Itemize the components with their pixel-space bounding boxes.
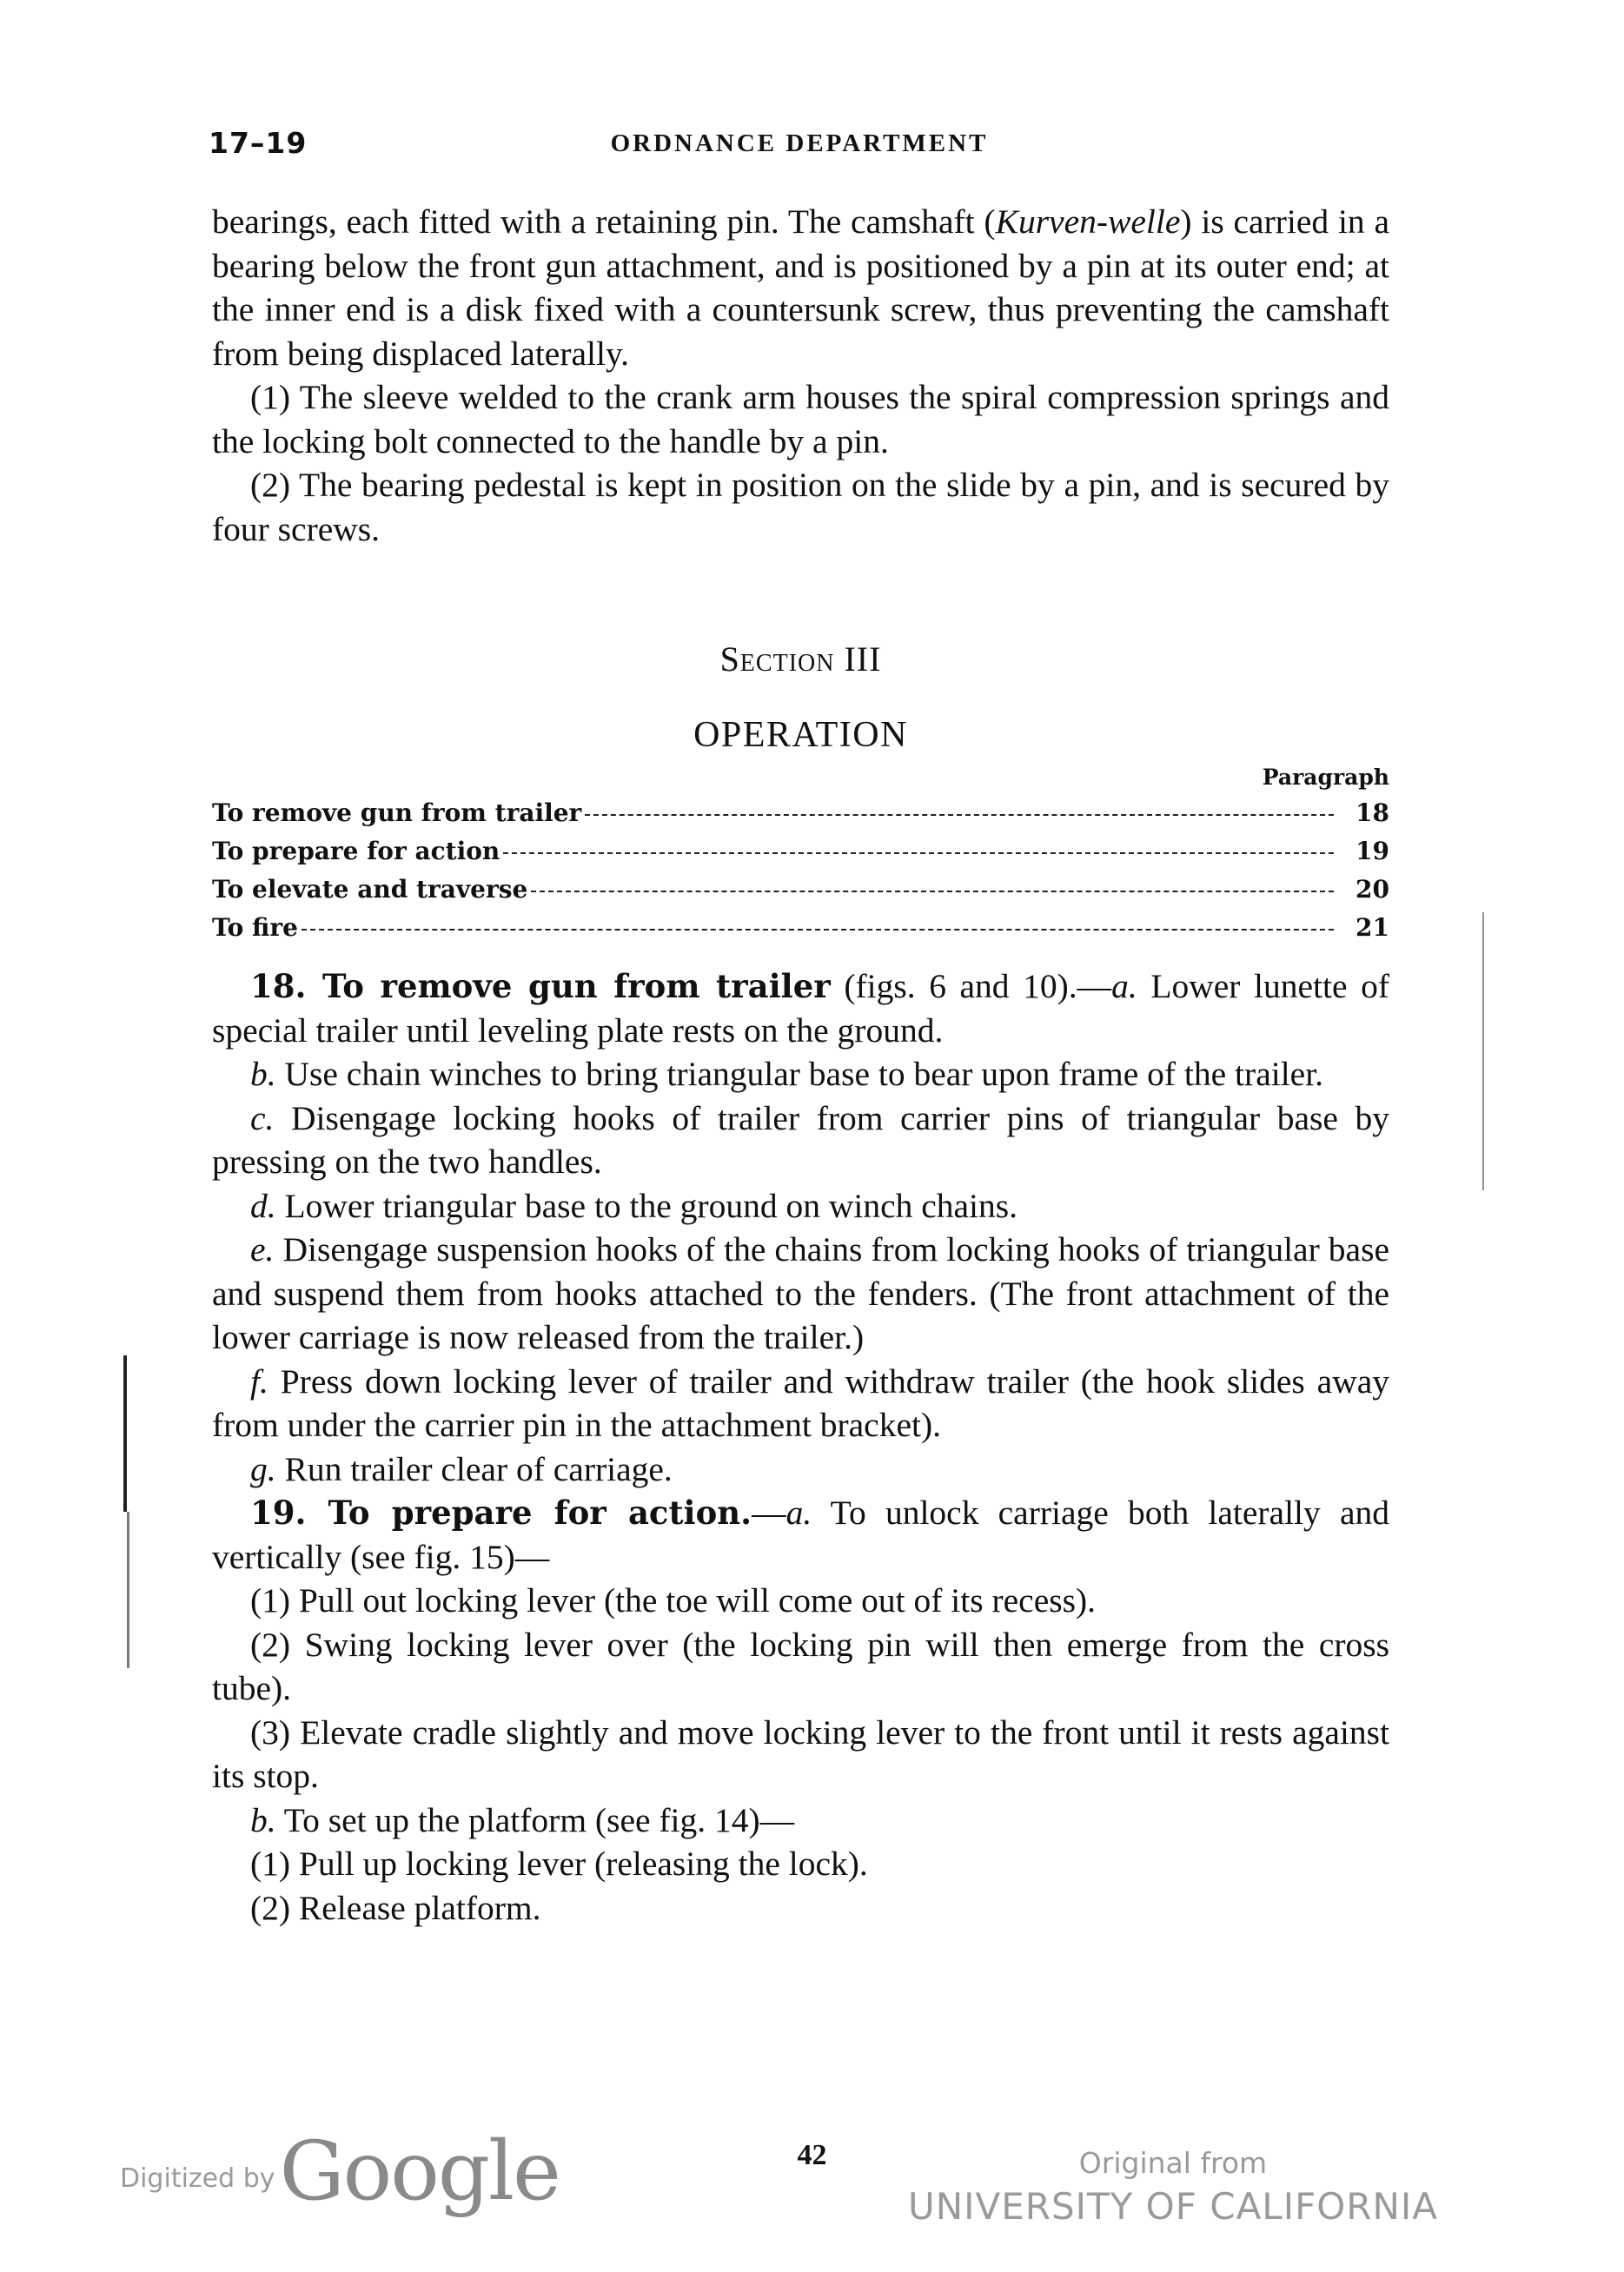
para19-step: (3) Elevate cradle slightly and move locking lever to the front until it rests against its stop. [212, 1712, 1389, 1795]
item-letter: d. [250, 1186, 276, 1225]
toc-number: 21 [1356, 913, 1389, 942]
para18-a-text: Lower lunette of special trailer until leveling plate rests on the ground. [212, 967, 1390, 1050]
para19-heading: 19. To prepare for action. [250, 1494, 752, 1532]
toc-row [212, 837, 1389, 875]
header-page-ref: 17–19 [209, 126, 308, 160]
para18-item [212, 1228, 1389, 1360]
intro-text [212, 200, 1389, 551]
para19-a-text: To unlock carriage both laterally and vertically (see fig. 15)— [212, 1494, 1389, 1576]
toc-leader [531, 891, 1334, 892]
toc-number: 20 [1356, 875, 1389, 904]
para18-item [212, 1184, 1389, 1229]
toc-row [212, 798, 1389, 837]
para19-b [212, 1798, 1389, 1843]
toc-label: To fire [212, 913, 298, 942]
toc-column-header: Paragraph [1262, 765, 1389, 790]
university-label: UNIVERSITY OF CALIFORNIA [907, 2185, 1439, 2228]
paragraph-18 [212, 964, 1389, 1930]
digitized-label: Digitized by [120, 2163, 275, 2194]
toc-label: To prepare for action [212, 837, 500, 865]
intro-p1-italic: Kurven-welle [995, 202, 1181, 241]
intro-paragraph-3: (2) The bearing pedestal is kept in position on the slide by a pin, and is secured by four screws. [212, 466, 1389, 548]
item-letter: b. [250, 1055, 276, 1093]
original-from-label: Original from [1078, 2146, 1268, 2180]
item-letter: e. [250, 1230, 275, 1268]
running-header [209, 126, 1390, 169]
table-of-contents [212, 765, 1389, 951]
scan-artifact [127, 1512, 129, 1668]
para18-a-letter: a. [1111, 967, 1137, 1005]
para19-b-letter: b. [250, 1800, 276, 1839]
item-text: Disengage locking hooks of trailer from carrier pins of triangular base by pressing on the two handles. [212, 1098, 1389, 1181]
toc-row [212, 875, 1389, 913]
toc-number: 19 [1356, 837, 1389, 865]
page-number: 42 [797, 2139, 827, 2171]
toc-number: 18 [1356, 798, 1389, 827]
para19-step: (2) Swing locking lever over (the locking pin will then emerge from the cross tube). [212, 1625, 1389, 1707]
toc-leader [503, 852, 1334, 854]
intro-paragraph-2: (1) The sleeve welded to the crank arm houses the spiral compression springs and the locking bolt connected to the handle by a pin. [212, 378, 1389, 460]
intro-p1-end: ) is carried in a bearing below the front gun attachment, and is positioned by a pin at its outer end; at the inner end is a disk fixed with a countersunk screw, thus preventing the camshaft from being displaced laterally. [212, 202, 1390, 373]
para18-heading: 18. To remove gun from trailer [250, 967, 831, 1005]
item-text: Run trailer clear of carriage. [275, 1449, 673, 1488]
item-text: Press down locking lever of trailer and withdraw trailer (the hook slides away from under the carrier pin in the attachment bracket). [212, 1361, 1389, 1444]
para19-dash: — [752, 1494, 786, 1532]
source-watermark [895, 2146, 1451, 2228]
scan-artifact [1482, 912, 1484, 1190]
para19-step: (1) Pull out locking lever (the toe will come out of its recess). [250, 1581, 1096, 1620]
para18-item [212, 1096, 1389, 1184]
intro-p1-start: bearings, each fitted with a retaining pin. The camshaft ( [212, 202, 996, 241]
para19-a-letter: a. [785, 1494, 812, 1532]
toc-label: To remove gun from trailer [212, 798, 582, 827]
item-text: Use chain winches to bring triangular base to bear upon frame of the trailer. [275, 1055, 1324, 1093]
header-title: ORDNANCE DEPARTMENT [610, 129, 989, 157]
item-text: Lower triangular base to the ground on winch chains. [275, 1186, 1018, 1225]
para19-a [212, 1491, 1389, 1579]
para19-b-text: To set up the platform (see fig. 14)— [275, 1800, 795, 1839]
item-letter: c. [250, 1098, 275, 1137]
para19-step: (1) Pull up locking lever (releasing the lock). [250, 1845, 868, 1883]
item-letter: g. [250, 1449, 276, 1488]
scan-artifact [123, 1355, 127, 1512]
para18-item [212, 1052, 1389, 1096]
digitized-by-watermark [120, 2124, 560, 2219]
toc-leader [585, 814, 1334, 816]
google-logo: Google [279, 2124, 560, 2219]
section-label: Section III [719, 639, 882, 679]
para18-item [212, 1360, 1389, 1447]
toc-leader [302, 929, 1334, 931]
item-letter: f. [250, 1361, 268, 1401]
para18-item [212, 1447, 1389, 1492]
para19-step: (2) Release platform. [250, 1888, 541, 1927]
para18-a [212, 964, 1389, 1052]
section-title: OPERATION [693, 715, 908, 755]
intro-paragraph-1 [212, 200, 1389, 375]
para18-figs: (figs. 6 and 10).— [830, 967, 1112, 1005]
toc-label: To elevate and traverse [212, 875, 528, 904]
item-text: Disengage suspension hooks of the chains from locking hooks of triangular base and suspend them from hooks attached to the fenders. (The front attachment of the lower carriage is now released from the trailer.) [212, 1230, 1389, 1356]
toc-row [212, 913, 1389, 951]
